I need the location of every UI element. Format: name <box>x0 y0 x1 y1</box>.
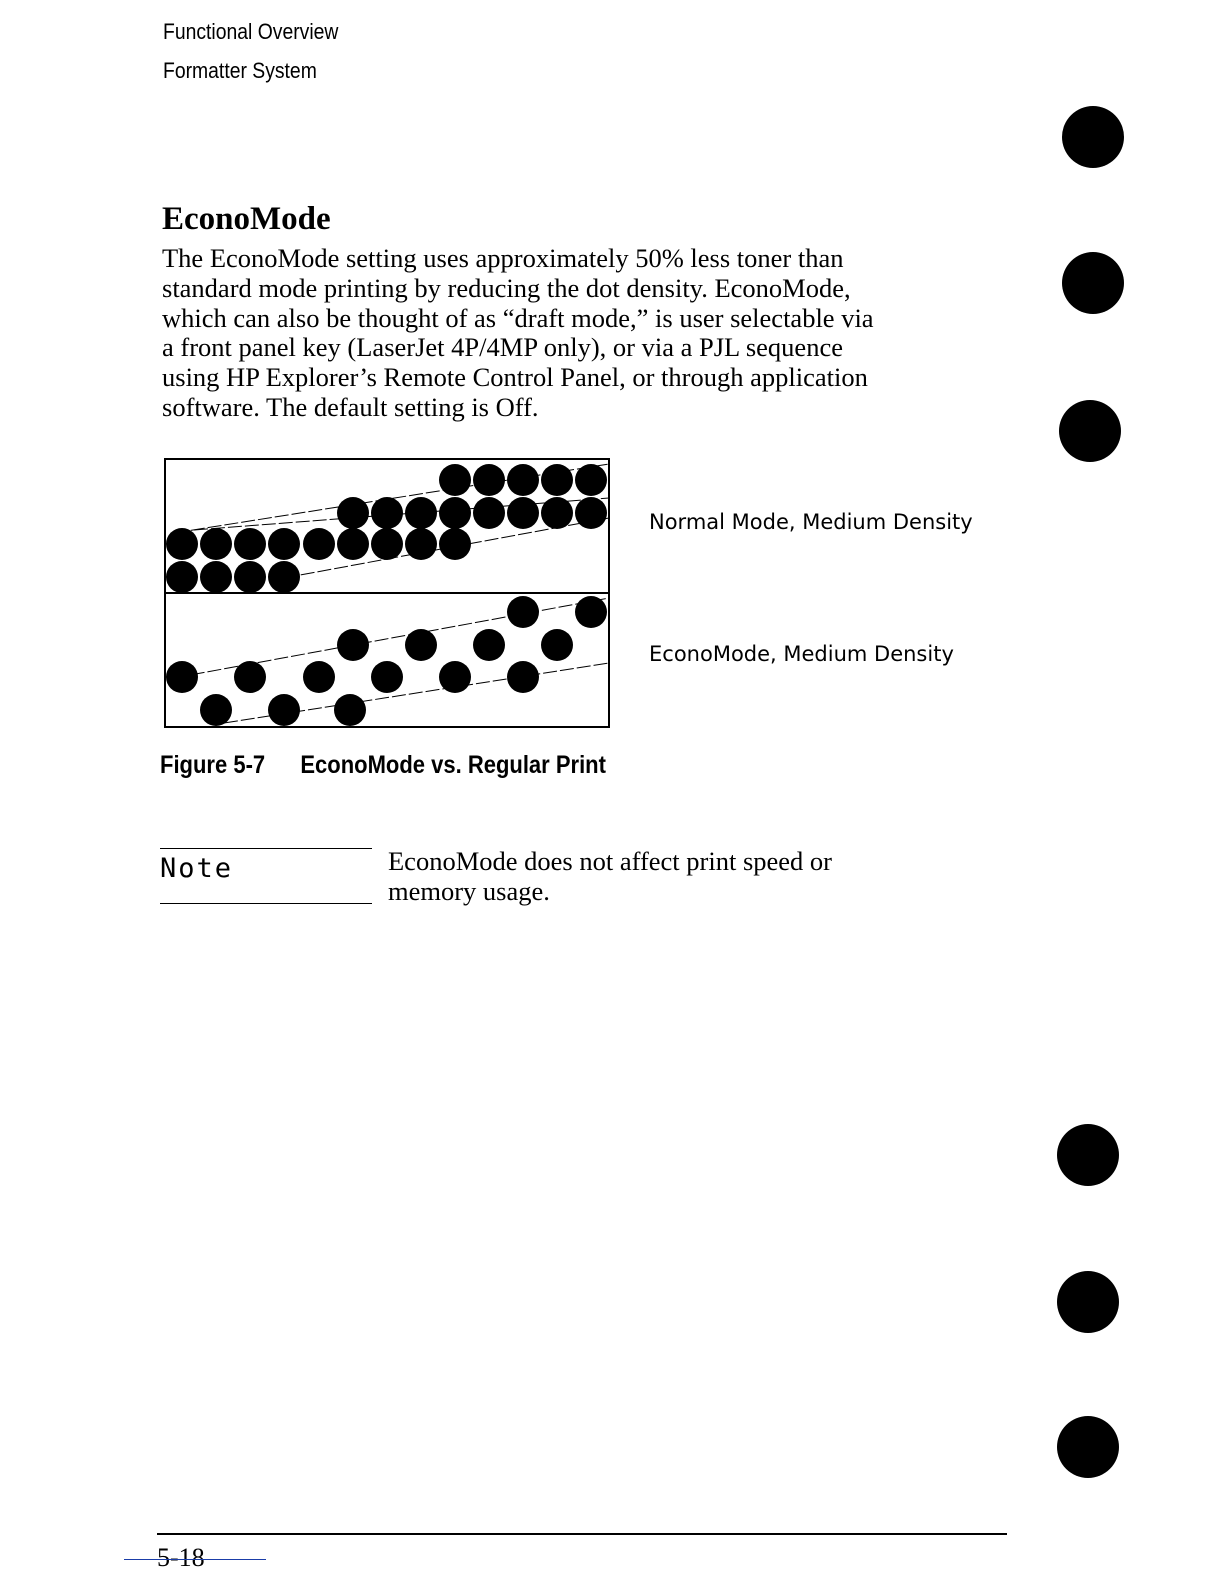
normal-mode-dot <box>507 497 539 529</box>
economode-dot <box>507 661 539 693</box>
normal-mode-dot <box>507 464 539 496</box>
page-number: 5-18 <box>157 1543 205 1572</box>
figure-caption <box>160 751 606 780</box>
normal-mode-dot <box>575 464 607 496</box>
normal-mode-dot <box>371 528 403 560</box>
economode-dot <box>405 629 437 661</box>
normal-mode-dot <box>268 528 300 560</box>
binder-hole <box>1057 1124 1119 1186</box>
note-line: EconoMode does not affect print speed or <box>388 846 832 876</box>
body-line: software. The default setting is Off. <box>162 391 539 422</box>
normal-mode-dot <box>166 528 198 560</box>
economode-dot <box>200 694 232 726</box>
normal-mode-dot <box>337 497 369 529</box>
note-rule-top <box>160 848 372 849</box>
binder-hole <box>1057 1416 1119 1478</box>
binder-hole <box>1057 1271 1119 1333</box>
figure-caption-number: Figure 5-7 <box>160 751 266 779</box>
body-line: standard mode printing by reducing the dot density. EconoMode, <box>162 272 851 303</box>
normal-mode-dot <box>234 528 266 560</box>
economode-dot <box>337 629 369 661</box>
economode-dot <box>371 661 403 693</box>
binder-hole <box>1062 252 1124 314</box>
note-text <box>388 846 832 906</box>
normal-mode-dot <box>405 528 437 560</box>
figure-label-normal-mode: Normal Mode, Medium Density <box>649 510 973 534</box>
running-header-subsection: Formatter System <box>163 58 317 83</box>
running-header-section: Functional Overview <box>163 19 339 44</box>
normal-mode-dot <box>473 497 505 529</box>
economode-dot <box>575 596 607 628</box>
normal-mode-dot <box>405 497 437 529</box>
page-number-underline <box>124 1559 266 1560</box>
normal-mode-dot <box>371 497 403 529</box>
note-rule-bottom <box>160 903 372 904</box>
normal-mode-dot <box>268 561 300 593</box>
economode-dot <box>541 629 573 661</box>
normal-mode-dot <box>166 561 198 593</box>
body-line: The EconoMode setting uses approximately 50% less toner than <box>162 243 844 273</box>
figure-label-economode: EconoMode, Medium Density <box>649 642 954 666</box>
economode-dot <box>439 661 471 693</box>
normal-mode-dot <box>439 528 471 560</box>
body-line: using HP Explorer’s Remote Control Panel, or through application <box>162 362 868 393</box>
note-line: memory usage. <box>388 876 550 906</box>
normal-mode-dot <box>200 561 232 593</box>
binder-hole <box>1062 106 1124 168</box>
body-line: a front panel key (LaserJet 4P/4MP only), or via a PJL sequence <box>162 332 843 363</box>
normal-mode-dot <box>541 497 573 529</box>
normal-mode-dot <box>439 497 471 529</box>
binder-hole <box>1059 400 1121 462</box>
economode-dot <box>234 661 266 693</box>
note-label: Note <box>160 853 234 884</box>
economode-dot <box>303 661 335 693</box>
normal-mode-dot <box>303 528 335 560</box>
normal-mode-dot <box>575 497 607 529</box>
economode-dot <box>268 694 300 726</box>
normal-mode-dot <box>337 528 369 560</box>
section-title: EconoMode <box>162 201 331 237</box>
body-line: which can also be thought of as “draft mode,” is user selectable via <box>162 302 874 333</box>
economode-dot <box>473 629 505 661</box>
normal-mode-dot <box>439 464 471 496</box>
economode-dot <box>166 661 198 693</box>
body-paragraph <box>162 244 1007 423</box>
economode-dot <box>334 694 366 726</box>
normal-mode-dot <box>473 464 505 496</box>
footer-rule <box>157 1533 1007 1535</box>
normal-mode-dot <box>234 561 266 593</box>
normal-mode-dot <box>541 464 573 496</box>
economode-dot <box>507 596 539 628</box>
normal-mode-dot <box>200 528 232 560</box>
figure-caption-title: EconoMode vs. Regular Print <box>300 751 606 779</box>
figure-dot-density-diagram <box>164 458 610 730</box>
